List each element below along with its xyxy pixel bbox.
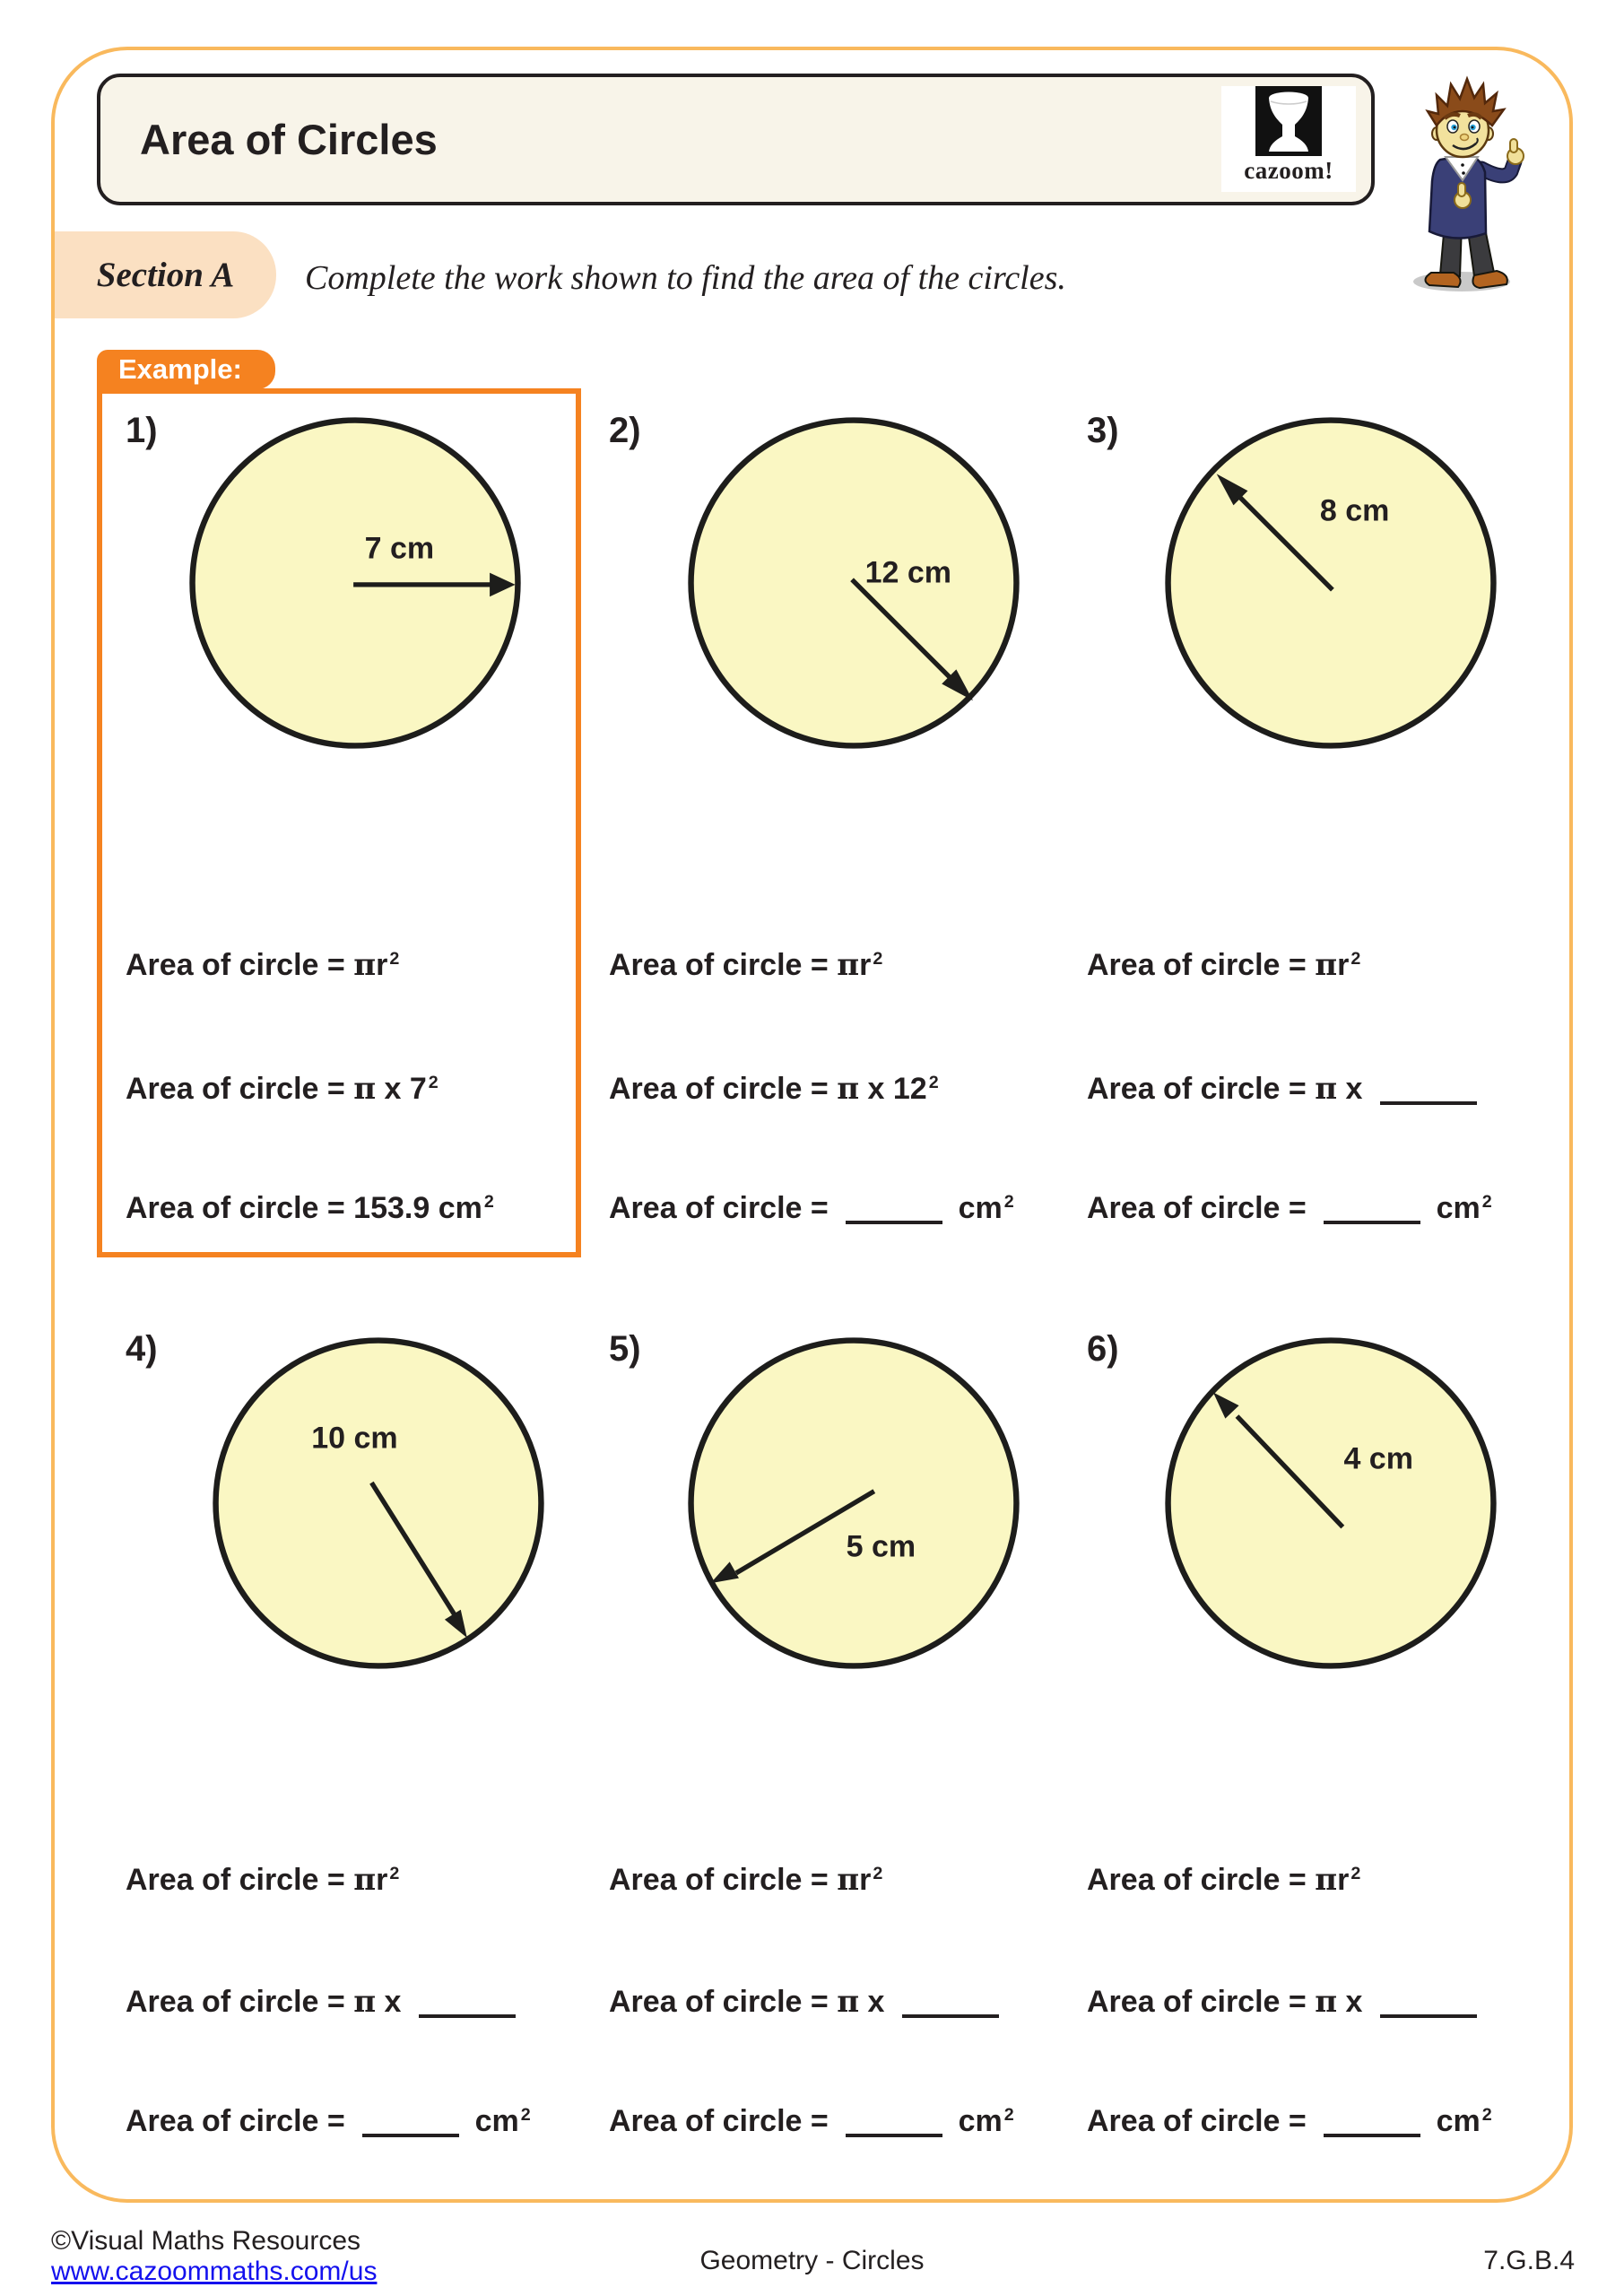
work-line-formula-4: Area of circle = πr $^2$ — [126, 1862, 400, 1898]
footer-standard-code: 7.G.B.4 — [1483, 2246, 1575, 2275]
footer-topic: Geometry - Circles — [699, 2246, 925, 2275]
radius-label-5: 5 cm — [846, 1529, 916, 1564]
work-line-answer-2: Area of circle = cm $^2$ — [609, 1191, 1014, 1225]
work-line-formula-3: Area of circle = πr $^2$ — [1087, 947, 1361, 983]
problem-number-6: 6) — [1087, 1329, 1119, 1369]
work-line-substitution-3: Area of circle = π x — [1087, 1071, 1484, 1107]
circle-diagram-2 — [683, 413, 1024, 753]
circle-figure-4 — [208, 1333, 549, 1674]
work-line-substitution-5: Area of circle = π x — [609, 1984, 1006, 2020]
problem-number-5: 5) — [609, 1329, 641, 1369]
circle-figure-2 — [683, 413, 1024, 753]
circle-diagram-4 — [208, 1333, 549, 1674]
circle-figure-3 — [1160, 413, 1501, 753]
radius-label-4: 10 cm — [311, 1421, 398, 1456]
radius-label-1: 7 cm — [364, 531, 435, 566]
header — [97, 74, 1375, 205]
work-line-formula-2: Area of circle = πr $^2$ — [609, 947, 883, 983]
work-line-formula-5: Area of circle = πr $^2$ — [609, 1862, 883, 1898]
circle-diagram-3 — [1160, 413, 1501, 753]
work-line-answer-6: Area of circle = cm $^2$ — [1087, 2104, 1492, 2138]
brand-name: cazoom! — [1244, 157, 1333, 184]
work-line-substitution-1: Area of circle = π x 7 $^2$ — [126, 1071, 439, 1107]
problem-number-4: 4) — [126, 1329, 158, 1369]
section-instruction: Complete the work shown to find the area of the circles. — [305, 259, 1066, 297]
work-line-substitution-2: Area of circle = π x 12 $^2$ — [609, 1071, 939, 1107]
circle-figure-6 — [1160, 1333, 1501, 1674]
circle-diagram-6 — [1160, 1333, 1501, 1674]
work-line-formula-6: Area of circle = πr $^2$ — [1087, 1862, 1361, 1898]
work-line-formula-1: Area of circle = πr $^2$ — [126, 947, 400, 983]
djembe-drum-icon — [1255, 86, 1322, 156]
work-line-substitution-6: Area of circle = π x — [1087, 1984, 1484, 2020]
work-line-substitution-4: Area of circle = π x — [126, 1984, 523, 2020]
radius-label-2: 12 cm — [864, 555, 951, 590]
mascot-character — [1392, 54, 1535, 296]
example-badge: Example: — [97, 350, 275, 389]
radius-label-3: 8 cm — [1319, 493, 1390, 528]
circle-figure-1 — [185, 413, 525, 753]
radius-label-6: 4 cm — [1343, 1441, 1413, 1476]
work-line-answer-3: Area of circle = cm $^2$ — [1087, 1191, 1492, 1225]
circle-figure-5 — [683, 1333, 1024, 1674]
work-line-answer-1: Area of circle = 153.9 cm $^2$ — [126, 1191, 494, 1225]
circle-diagram-1 — [185, 413, 525, 753]
work-line-answer-5: Area of circle = cm $^2$ — [609, 2104, 1014, 2138]
footer-website-link[interactable]: www.cazoommaths.com/us — [51, 2257, 378, 2286]
page-title: Area of Circles — [140, 116, 438, 163]
problem-number-2: 2) — [609, 411, 641, 450]
section-label: Section A — [55, 231, 276, 318]
problem-number-1: 1) — [126, 411, 158, 450]
cazoom-logo — [1221, 86, 1356, 192]
circle-diagram-5 — [683, 1333, 1024, 1674]
footer-copyright: ©Visual Maths Resources — [51, 2226, 361, 2256]
work-line-answer-4: Area of circle = cm $^2$ — [126, 2104, 531, 2138]
problem-number-3: 3) — [1087, 411, 1119, 450]
